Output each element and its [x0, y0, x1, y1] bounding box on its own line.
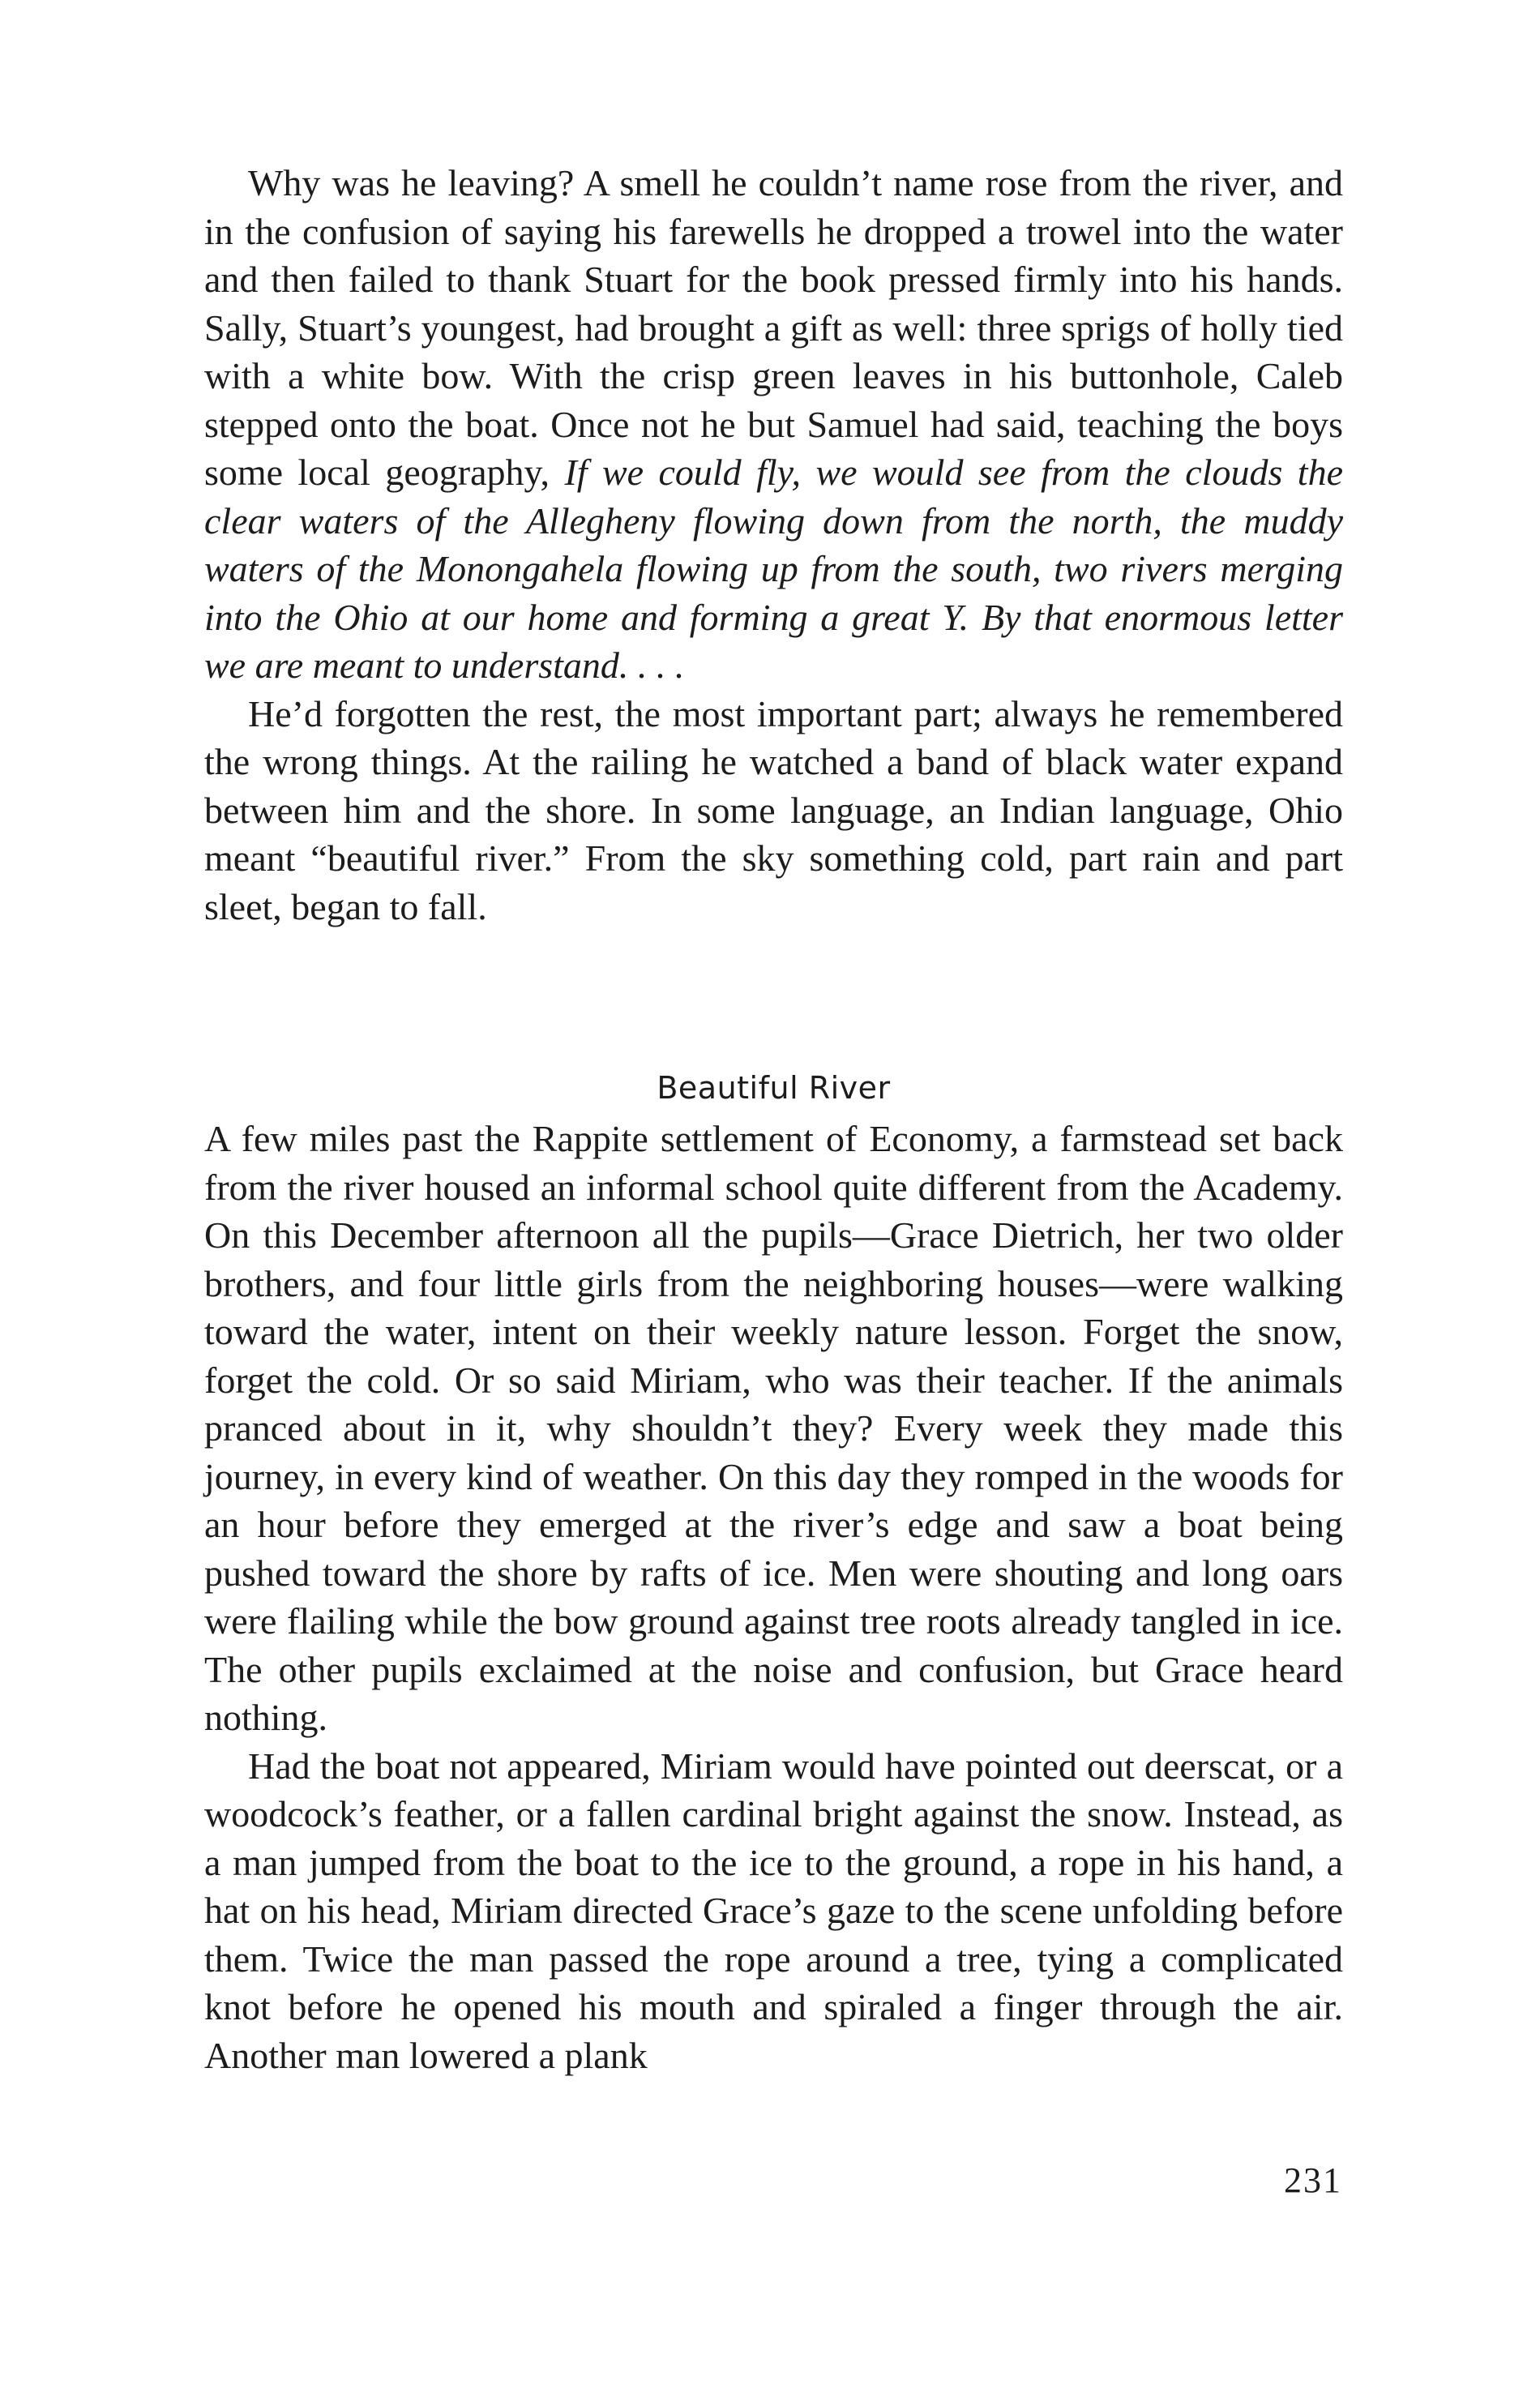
page-number: 231 [1284, 2160, 1342, 2200]
paragraph-caleb-leaving [204, 159, 1343, 690]
paragraph-boat-arrival: Had the boat not appeared, Miriam would have pointed out deerscat, or a woodcock’s feather, or a fallen cardinal bright against the snow. Instead, as a man jumped from the boat to the ice to the ground, a rope in his hand, a hat on his head, Miriam directed Grace’s gaze to the scene unfolding before them. Twice the man passed the rope around a tree, tying a complicated knot before he opened his mouth and spiraled a finger through the air. Another man lowered a plank [204, 1745, 1343, 2076]
section-1-text [204, 159, 1343, 931]
paragraph-roman-text: Why was he leaving? A smell he couldn’t name rose from the river, and in the confusion of saying his farewells he dropped a trowel into the water and then failed to thank Stuart for the book pressed firmly into his hands. Sally, Stuart’s youngest, had brought a gift as well: three sprigs of holly tied with a white bow. With the crisp green leaves in his buttonhole, Caleb stepped onto the boat. Once not he but Samuel had said, teaching the boys some local geography, [204, 162, 1343, 493]
section-heading: Beautiful River [657, 1070, 891, 1106]
section-2-text [204, 1115, 1343, 2079]
italic-quote: If we could fly, we would see from the clouds the clear waters of the Allegheny flowing down from the north, the muddy waters of the Monongahela flowing up from the south, two rivers merging into the Ohio at our home and forming a great Y. By that enormous letter we are meant to understand. . . . [204, 452, 1343, 686]
paragraph-forgotten-rest: He’d forgotten the rest, the most important part; always he remembered the wrong things. At the railing he watched a band of black water expand between him and the shore. In some language, an Indian language, Ohio meant “beautiful river.” From the sky something cold, part rain and part sleet, began to fall. [204, 692, 1343, 927]
paragraph-school: A few miles past the Rappite settlement of Economy, a farmstead set back from the river housed an informal school quite different from the Academy. On this December afternoon all the pupils—Grace Dietrich, her two older brothers, and four little girls from the neighboring houses—were walking toward the water, intent on their weekly nature lesson. Forget the snow, forget the cold. Or so said Miriam, who was their teacher. If the animals pranced about in it, why shouldn’t they? Every week they made this journey, in every kind of weather. On this day they romped in the woods for an hour before they emerged at the river’s edge and saw a boat being pushed toward the shore by rafts of ice. Men were shouting and long oars were flailing while the bow ground against tree roots already tangled in ice. The other pupils exclaimed at the noise and confusion, but Grace heard nothing. [204, 1118, 1343, 1738]
